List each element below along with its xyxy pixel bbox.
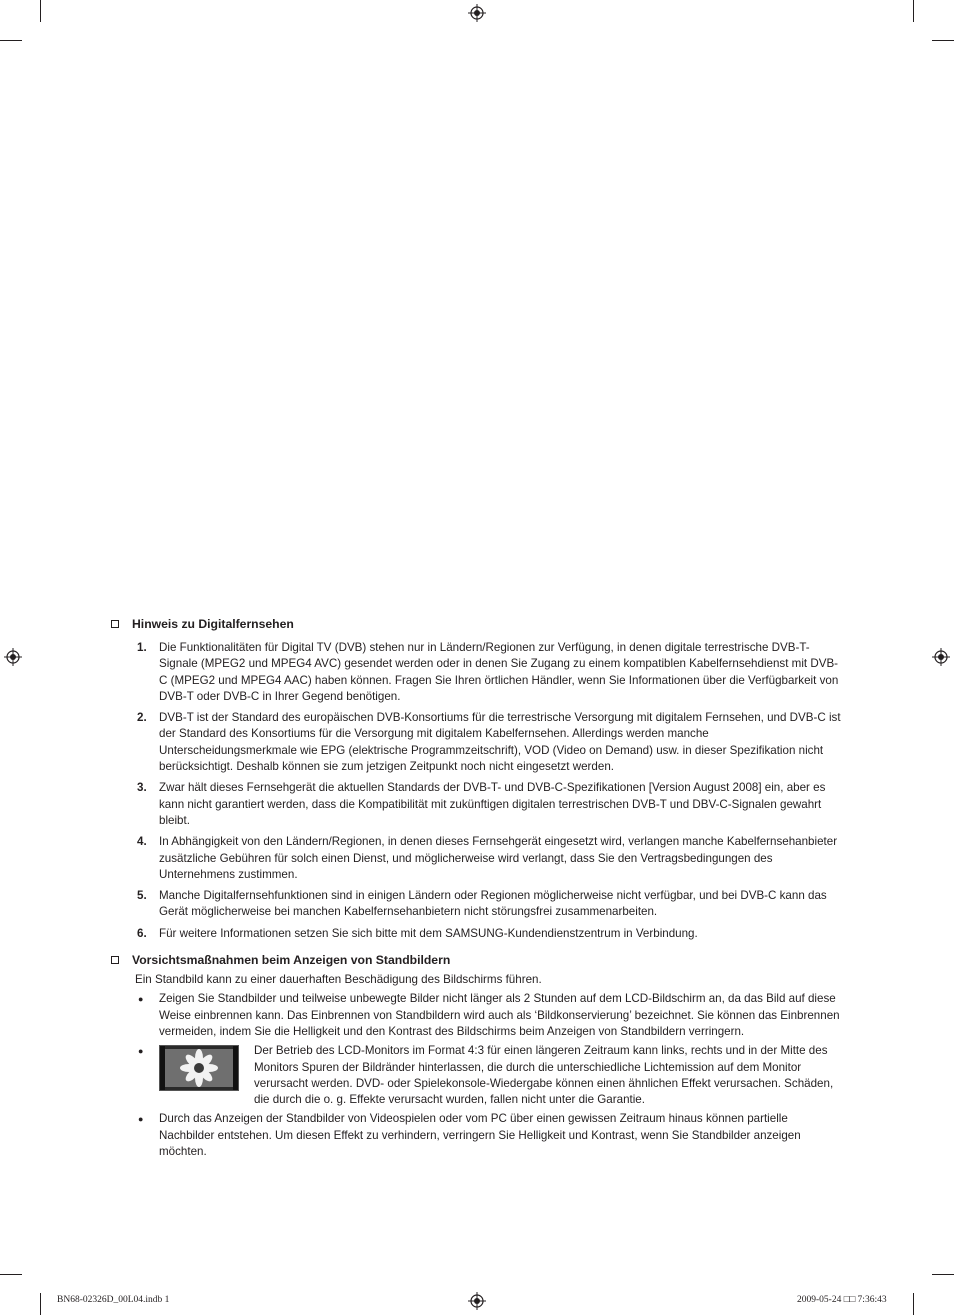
bullet-icon: ● (138, 1114, 144, 1125)
crop-mark (932, 1274, 954, 1275)
footer-file-info: BN68-02326D_00L04.indb 1 (57, 1295, 170, 1305)
list-item (111, 991, 843, 1040)
item-text: In Abhängigkeit von den Ländern/Regionen, in denen dieses Fernsehgerät eingesetzt wird, verlangen manche Kabelfernsehanbieter zusätzliche Gebühren für solch einen Dienst, und möglicherweise wird verlangt, dass Sie den Vertragsbedingungen des Unternehmens zustimmen. (159, 835, 838, 881)
crop-mark (932, 40, 954, 41)
crop-mark (40, 1293, 41, 1315)
item-text: DVB-T ist der Standard des europäischen DVB-Konsortiums für die terrestrische Versorgung mit digitalem Fernsehen, und DVB-C ist der Standard des Konsortiums für die Versorgung mit digitalem Kabelfernsehen. Allerdings werden manche Unterscheidungsmerkmale wie EPG (elektrische Programmzeitschrift), VOD (Video on Demand) usw. in dieser Spezifikation nicht berücksichtigt. Deshalb können sie zum jetzigen Zeitpunkt noch nicht eingesetzt werden. (159, 711, 841, 774)
item-text: Zeigen Sie Standbilder und teilweise unbewegte Bilder nicht länger als 2 Stunden auf dem LCD-Bildschirm an, da das Bild auf diese Weise einbrennen kann. Das Einbrennen von Standbildern wird auch als ‘Bildkonservierung’ bezeichnet. Sie können das Einbrennen vermeiden, indem Sie die Helligkeit und den Kontrast des Bildschirms beim Anzeigen von Standbildern verringern. (159, 992, 840, 1038)
section-heading (111, 952, 843, 968)
section-title: Hinweis zu Digitalfernsehen (132, 617, 294, 631)
section-intro: Ein Standbild kann zu einer dauerhaften Beschädigung des Bildschirms führen. (135, 973, 542, 987)
list-item (111, 640, 843, 705)
footer-timestamp: 2009-05-24 □□ 7:36:43 (797, 1295, 887, 1305)
registration-mark-icon (4, 648, 22, 666)
item-number: 2. (137, 711, 147, 725)
list-item (111, 926, 843, 942)
flower-image (159, 1045, 239, 1091)
bullet-icon: ● (138, 994, 144, 1005)
crop-mark (40, 0, 41, 22)
item-text: Zwar hält dieses Fernsehgerät die aktuellen Standards der DVB-T- und DVB-C-Spezifikationen [Version August 2008] ein, aber es kann nicht garantiert werden, dass die Kompatibilität mit zukünftigen digitalen terrestrischen DVB-T und DBV-C-Signalen gewahrt bleibt. (159, 781, 826, 827)
item-text: Die Funktionalitäten für Digital TV (DVB) stehen nur in Ländern/Regionen zur Verfügung, in denen digitale terrestrische DVB-T-Signale (MPEG2 und MPEG4 AVC) gesendet werden oder in denen Sie Zugang zu einem kompatiblen Kabelfernsehdienst mit DVB-C (MPEG2 und MPEG4 AAC) haben können. Fragen Sie Ihren örtlichen Händler, wenn Sie Informationen über die Verfügbarkeit von DVB-T oder DVB-C in Ihrer Gegend benötigen. (159, 641, 839, 703)
item-text: Durch das Anzeigen der Standbilder von Videospielen oder vom PC über einen gewissen Zeitraum hinaus können partielle Nachbilder entstehen. Um diesen Effekt zu verhindern, verringern Sie Helligkeit und Kontrast, wenn Sie Standbilder anzeigen möchten. (159, 1112, 801, 1159)
checkbox-square-icon (111, 620, 119, 628)
registration-mark-icon (932, 648, 950, 666)
crop-mark (0, 40, 22, 41)
list-item (111, 780, 843, 829)
item-text: Für weitere Informationen setzen Sie sich bitte mit dem SAMSUNG-Kundendienstzentrum in Verbindung. (159, 926, 698, 940)
bullet-icon: ● (138, 1046, 144, 1057)
bullet-list (111, 991, 843, 1160)
item-number: 3. (137, 781, 147, 795)
item-number: 6. (137, 926, 147, 940)
list-item (111, 1043, 843, 1108)
item-number: 1. (137, 641, 147, 654)
list-item (111, 710, 843, 775)
registration-mark-icon (468, 1292, 486, 1310)
flower-photo-icon (160, 1046, 238, 1090)
crop-mark (913, 1293, 914, 1315)
numbered-list (111, 640, 843, 942)
document-body (111, 616, 843, 1163)
list-item (111, 888, 843, 921)
section-heading (111, 616, 843, 632)
registration-mark-icon (468, 4, 486, 22)
list-item (111, 1111, 843, 1160)
checkbox-square-icon (111, 956, 119, 964)
item-number: 4. (137, 835, 147, 849)
item-number: 5. (137, 889, 147, 903)
crop-mark (0, 1274, 22, 1275)
list-item (111, 834, 843, 883)
section-title: Vorsichtsmaßnahmen beim Anzeigen von Standbildern (132, 953, 451, 968)
item-text: Manche Digitalfernsehfunktionen sind in einigen Ländern oder Regionen möglicherweise nicht verfügbar, und bei DVB-C kann das Gerät möglicherweise bei manchen Kabelfernsehanbietern nicht störungsfrei zusammenarbeiten. (159, 889, 827, 919)
crop-mark (913, 0, 914, 22)
item-text: Der Betrieb des LCD-Monitors im Format 4:3 für einen längeren Zeitraum kann links, rechts und in der Mitte des Monitors Spuren der Bildränder hinterlassen, die durch die unterschiedliche Lichtemission auf dem Monitor verursacht werden. DVD- oder Spielekonsole-Wiedergabe können einen ähnlichen Effekt verursachen. Schäden, die durch die o. g. Effekte verursacht wurden, fallen nicht unter die Garantie. (254, 1044, 834, 1107)
